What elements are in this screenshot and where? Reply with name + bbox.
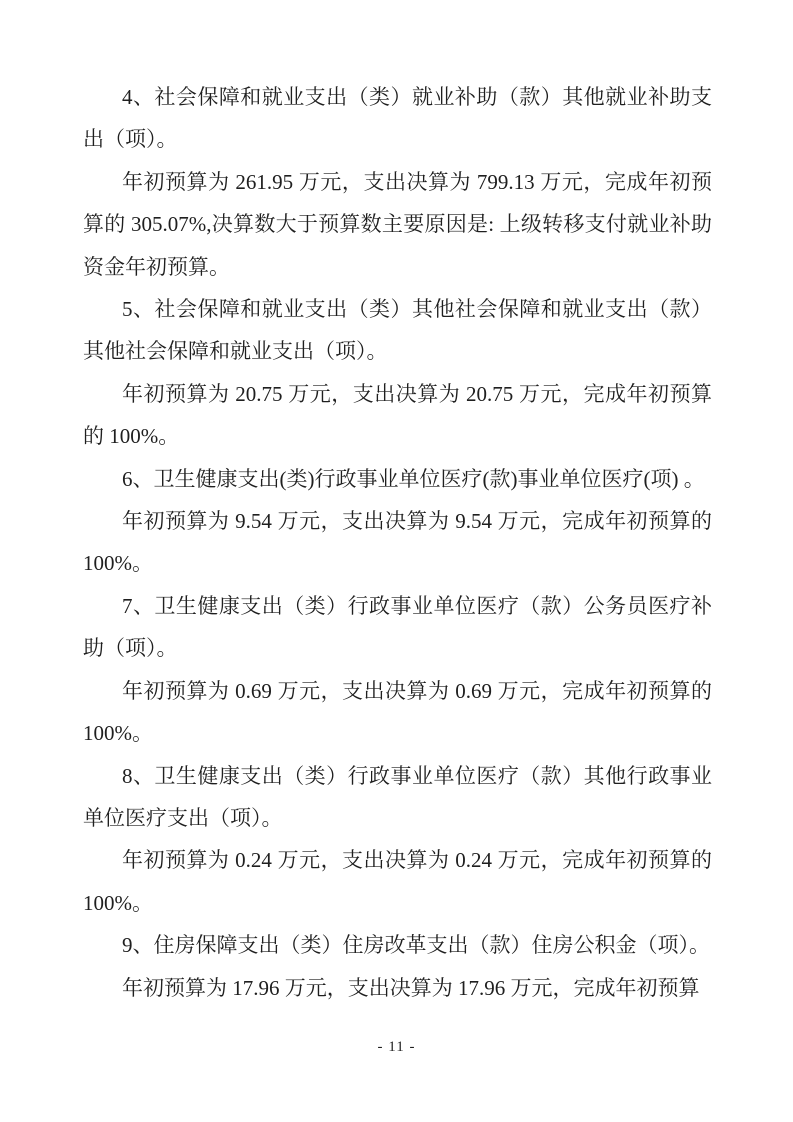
paragraph-item7-heading: 7、卫生健康支出（类）行政事业单位医疗（款）公务员医疗补助（项）。 bbox=[83, 593, 712, 661]
paragraph-item6-detail: 年初预算为 9.54 万元，支出决算为 9.54 万元，完成年初预算的 100%。 bbox=[83, 509, 712, 576]
paragraph-item7-detail: 年初预算为 0.69 万元，支出决算为 0.69 万元，完成年初预算的 100%。 bbox=[83, 678, 712, 746]
paragraph-item8-detail: 年初预算为 0.24 万元，支出决算为 0.24 万元，完成年初预算的 100%。 bbox=[83, 848, 712, 915]
page-number: - 11 - bbox=[377, 1039, 416, 1055]
paragraph-item4-detail: 年初预算为 261.95 万元，支出决算为 799.13 万元，完成年初预算的 305.07%,决算数大于预算数主要原因是: 上级转移支付就业补助资金年初预算。 bbox=[83, 169, 712, 279]
document-body bbox=[83, 76, 712, 1009]
paragraph-item8-heading: 8、卫生健康支出（类）行政事业单位医疗（款）其他行政事业单位医疗支出（项）。 bbox=[83, 763, 712, 830]
paragraph-item5-heading: 5、社会保障和就业支出（类）其他社会保障和就业支出（款）其他社会保障和就业支出（项）。 bbox=[83, 297, 712, 364]
paragraph-item4-heading: 4、社会保障和就业支出（类）就业补助（款）其他就业补助支出（项）。 bbox=[83, 85, 712, 152]
paragraph-item9-heading: 9、住房保障支出（类）住房改革支出（款）住房公积金（项）。 bbox=[122, 933, 710, 958]
paragraph-item5-detail: 年初预算为 20.75 万元，支出决算为 20.75 万元，完成年初预算的 100%。 bbox=[83, 381, 712, 449]
paragraph-item9-detail: 年初预算为 17.96 万元，支出决算为 17.96 万元，完成年初预算 bbox=[122, 975, 700, 1000]
paragraph-item6-heading: 6、卫生健康支出(类)行政事业单位医疗(款)事业单位医疗(项) 。 bbox=[122, 466, 705, 491]
